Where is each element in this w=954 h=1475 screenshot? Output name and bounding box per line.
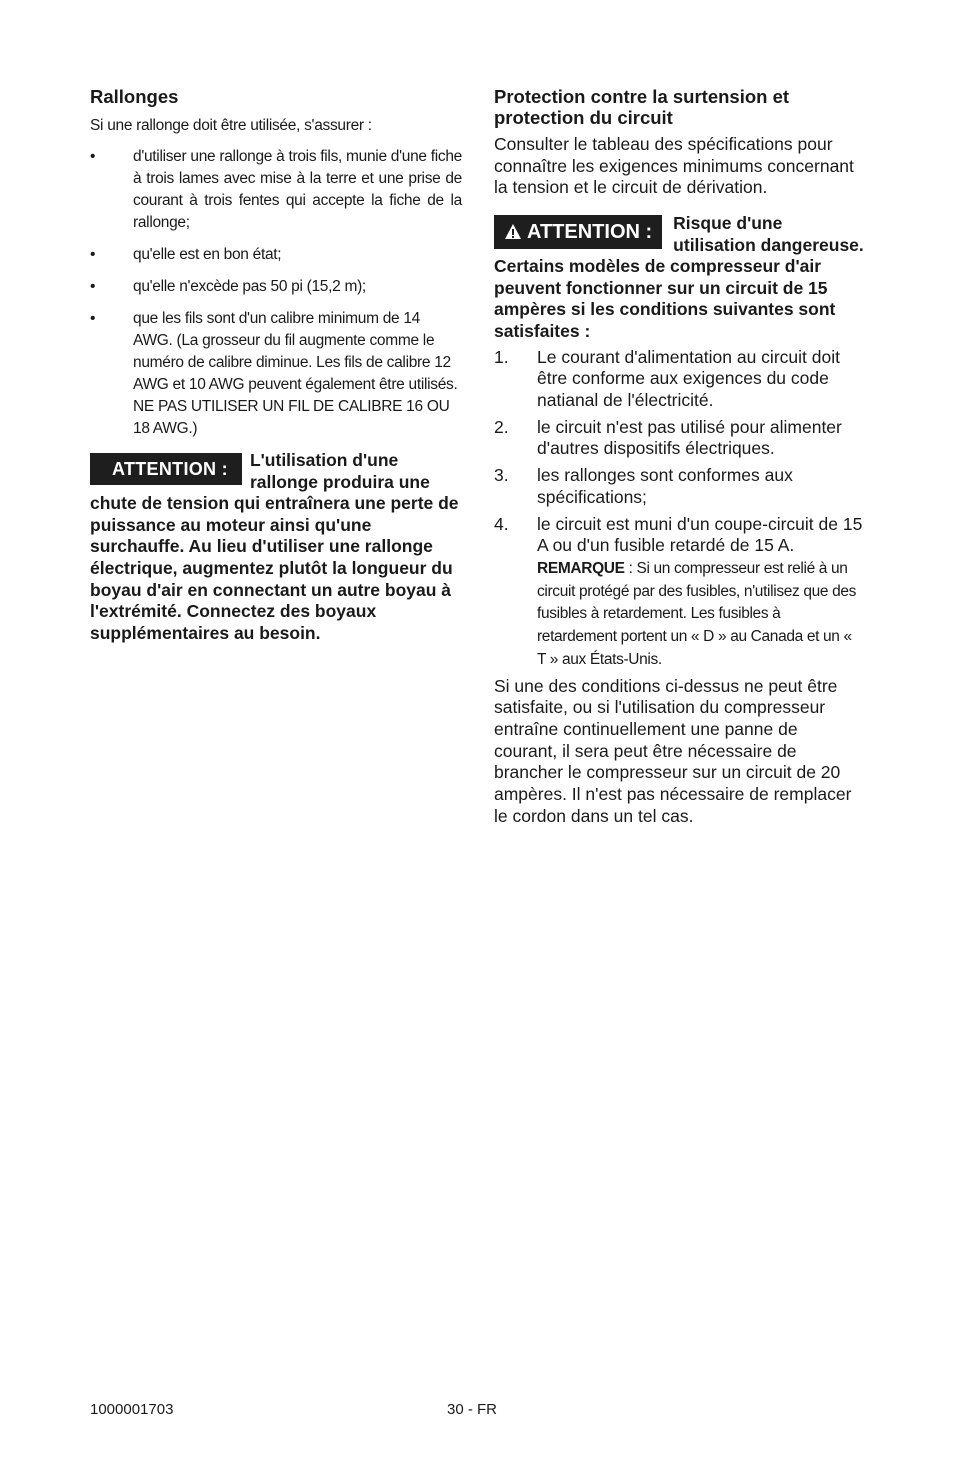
list-item [90,308,462,440]
list-item-text: que les fils sont d'un calibre minimum de 14 AWG. (La grosseur du fil augmente comme le numéro de calibre diminue. Les fils de calibre 12 AWG et 10 AWG peuvent également être utilisés. NE PAS UTILISER UN FIL DE CALIBRE 16 OU 18 AWG.) [133,310,458,437]
attention-badge: ATTENTION : [90,453,242,485]
list-item-number: 2. [494,416,509,437]
attention-badge [494,215,662,249]
left-column [90,86,462,644]
list-item [494,514,864,671]
bullet-icon: • [90,148,96,165]
conditions-list [494,347,864,671]
attention-label: ATTENTION : [527,221,653,244]
list-item-text: qu'elle est en bon état; [133,246,282,263]
bullet-icon: • [90,278,96,295]
list-item-text: d'utiliser une rallonge à trois fils, munie d'une fiche à trois lames avec mise à la terre et une prise de courant à trois fentes qui accepte la fiche de la rallonge; [133,148,462,231]
attention-notice-circuit [494,213,864,343]
closing-paragraph: Si une des conditions ci-dessus ne peut être satisfaite, ou si l'utilisation du compresseur entraîne continuellement une panne de courant, il sera peut être nécessaire de brancher le compresseur sur un circuit de 20 ampères. Il n'est pas nécessaire de remplacer le cordon dans un tel cas. [494,675,852,826]
section-title-protection: Protection contre la surtension et protection du circuit [494,86,790,128]
bullet-icon: • [90,310,96,327]
protection-intro: Consulter le tableau des spécifications pour connaître les exigences minimums concernant la tension et le circuit de dérivation. [494,134,854,198]
list-item-text: qu'elle n'excède pas 50 pi (15,2 m); [133,278,366,295]
list-item [90,276,462,298]
warning-triangle-icon [504,223,522,240]
list-item-number: 3. [494,465,509,486]
list-item [494,465,864,508]
rallonges-bullet-list [90,146,462,440]
section-title-rallonges: Rallonges [90,86,179,107]
attention-text: Risque d'une utilisation dangereuse. Certains modèles de compresseur d'air peuvent fonctionner sur un circuit de 15 ampères si les conditions suivantes sont satisfaites : [494,213,864,342]
document-number: 1000001703 [90,1401,174,1418]
note-text: : Si un compresseur est relié à un circuit protégé par des fusibles, n'utilisez que des fusibles à retardement. Les fusibles à retardement portent un « D » au Canada et un « T » aux États-Unis. [537,560,857,668]
page-number: 30 - FR [447,1401,498,1418]
list-item-text: le circuit n'est pas utilisé pour alimenter d'autres dispositifs électriques. [537,416,842,459]
rallonges-intro: Si une rallonge doit être utilisée, s'assurer : [90,117,372,134]
list-item [494,417,864,460]
attention-notice-rallonge [90,450,462,644]
list-item [90,146,462,234]
list-item [494,347,864,412]
bullet-icon: • [90,246,96,263]
list-item-number: 4. [494,513,509,534]
list-item-number: 1. [494,346,509,367]
list-item-text: les rallonges sont conformes aux spécifications; [537,465,793,507]
note-label: REMARQUE [537,560,625,577]
right-column [494,86,864,827]
list-item-text: le circuit est muni d'un coupe-circuit de 15 A ou d'un fusible retardé de 15 A. [537,513,863,556]
attention-text: L'utilisation d'une rallonge produira une chute de tension qui entraînera une perte de puissance au moteur ainsi qu'une surchauffe. Au lieu d'utiliser une rallonge électrique, augmentez plutôt la longueur du boyau d'air en connectant un autre boyau à l'extrémité. Connectez des boyaux supplémentaires au besoin. [90,450,459,643]
list-item-text: Le courant d'alimentation au circuit doit être conforme aux exigences du code natianal de l'électricité. [537,346,840,411]
note [537,560,856,668]
list-item [90,244,462,266]
